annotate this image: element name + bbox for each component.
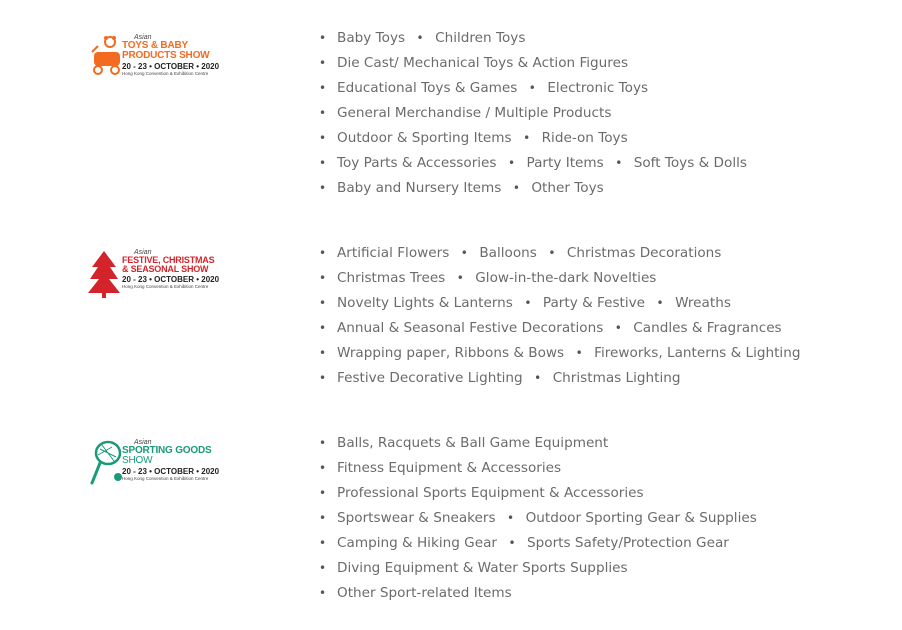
list-item: [319, 531, 757, 556]
category-item: Sports Safety/Protection Gear: [527, 535, 729, 551]
category-item: Children Toys: [435, 30, 526, 46]
bullet: •: [319, 511, 327, 525]
category-item: Baby and Nursery Items: [337, 180, 502, 196]
bullet-separator: •: [528, 81, 536, 95]
category-item: Professional Sports Equipment & Accessories: [337, 485, 644, 501]
list-item: [319, 76, 747, 101]
category-item: Soft Toys & Dolls: [633, 155, 747, 171]
logo-name-line1: TOYS & BABY: [122, 40, 188, 51]
logo-asian: Asian: [134, 34, 152, 41]
logo-asian: Asian: [134, 439, 152, 446]
category-item: Balls, Racquets & Ball Game Equipment: [337, 435, 609, 451]
category-item: Christmas Decorations: [566, 245, 722, 261]
category-item: Outdoor Sporting Gear & Supplies: [525, 510, 757, 526]
category-item: Novelty Lights & Lanterns: [337, 295, 513, 311]
category-item: Christmas Trees: [337, 270, 446, 286]
tennis-racquet-icon: [88, 439, 124, 489]
toys-baby-show-logo[interactable]: [88, 34, 238, 88]
category-item: Christmas Lighting: [552, 370, 681, 386]
category-item: Glow-in-the-dark Novelties: [475, 270, 657, 286]
category-item: Party Items: [526, 155, 604, 171]
category-item: Fireworks, Lanterns & Lighting: [594, 345, 801, 361]
bullet-separator: •: [508, 536, 516, 550]
category-item: Camping & Hiking Gear: [337, 535, 497, 551]
logo-name-line1: SPORTING GOODS: [122, 445, 212, 456]
bullet-separator: •: [416, 31, 424, 45]
bullet: •: [319, 461, 327, 475]
bullet-separator: •: [523, 131, 531, 145]
toys-baby-category-list: [319, 26, 747, 201]
category-item: Educational Toys & Games: [337, 80, 518, 96]
logo-date: 20 - 23 • OCTOBER • 2020: [122, 275, 220, 284]
list-item: [319, 316, 800, 341]
bullet: •: [319, 271, 327, 285]
category-item: Other Toys: [531, 180, 604, 196]
list-item: [319, 456, 757, 481]
list-item: [319, 151, 747, 176]
category-item: Fitness Equipment & Accessories: [337, 460, 562, 476]
logo-date: 20 - 23 • OCTOBER • 2020: [122, 467, 220, 476]
category-item: Sportswear & Sneakers: [337, 510, 496, 526]
bullet: •: [319, 321, 327, 335]
list-item: [319, 366, 800, 391]
category-item: Wrapping paper, Ribbons & Bows: [337, 345, 565, 361]
bullet: •: [319, 81, 327, 95]
bullet: •: [319, 31, 327, 45]
list-item: [319, 241, 800, 266]
bullet: •: [319, 181, 327, 195]
bullet: •: [319, 106, 327, 120]
bullet-separator: •: [656, 296, 664, 310]
logo-date: 20 - 23 • OCTOBER • 2020: [122, 62, 220, 71]
logo-asian: Asian: [134, 249, 152, 256]
category-item: Other Sport-related Items: [337, 585, 512, 601]
bullet-separator: •: [614, 321, 622, 335]
list-item: [319, 101, 747, 126]
category-item: Party & Festive: [542, 295, 646, 311]
bullet-separator: •: [534, 371, 542, 385]
category-item: Annual & Seasonal Festive Decorations: [337, 320, 604, 336]
toy-bear-stroller-icon: [88, 34, 124, 84]
category-item: Festive Decorative Lighting: [337, 370, 523, 386]
logo-name-line2: & SEASONAL SHOW: [122, 264, 209, 274]
bullet-separator: •: [507, 511, 515, 525]
category-item: Outdoor & Sporting Items: [337, 130, 512, 146]
category-item: Candles & Fragrances: [633, 320, 782, 336]
sporting-goods-show-logo[interactable]: [88, 439, 238, 493]
list-item: [319, 506, 757, 531]
sporting-goods-category-list: [319, 431, 757, 606]
category-item: General Merchandise / Multiple Products: [337, 105, 612, 121]
category-item: Diving Equipment & Water Sports Supplies: [337, 560, 628, 576]
list-item: [319, 176, 747, 201]
bullet-separator: •: [575, 346, 583, 360]
bullet: •: [319, 536, 327, 550]
bullet: •: [319, 131, 327, 145]
list-item: [319, 291, 800, 316]
category-item: Artificial Flowers: [337, 245, 450, 261]
bullet: •: [319, 371, 327, 385]
bullet: •: [319, 586, 327, 600]
bullet: •: [319, 296, 327, 310]
bullet: •: [319, 346, 327, 360]
bullet-separator: •: [548, 246, 556, 260]
bullet: •: [319, 486, 327, 500]
logo-venue: Hong Kong Convention & Exhibition Centre: [122, 284, 209, 289]
bullet-separator: •: [512, 181, 520, 195]
bullet-separator: •: [615, 156, 623, 170]
bullet-separator: •: [456, 271, 464, 285]
logo-venue: Hong Kong Convention & Exhibition Centre: [122, 476, 209, 481]
list-item: [319, 51, 747, 76]
christmas-tree-icon: [88, 249, 120, 299]
bullet: •: [319, 56, 327, 70]
list-item: [319, 126, 747, 151]
category-item: Baby Toys: [337, 30, 406, 46]
category-item: Die Cast/ Mechanical Toys & Action Figures: [337, 55, 629, 71]
list-item: [319, 481, 757, 506]
category-item: Ride-on Toys: [541, 130, 628, 146]
bullet-separator: •: [460, 246, 468, 260]
bullet-separator: •: [524, 296, 532, 310]
logo-name-line1: FESTIVE, CHRISTMAS: [122, 255, 215, 265]
bullet-separator: •: [507, 156, 516, 170]
logo-name-line2: PRODUCTS SHOW: [122, 50, 210, 61]
category-item: Balloons: [479, 245, 537, 261]
logo-name-line2: SHOW: [122, 455, 153, 466]
list-item: [319, 431, 757, 456]
list-item: [319, 581, 757, 606]
category-item: Toy Parts & Accessories: [337, 155, 497, 171]
festive-category-list: [319, 241, 800, 391]
bullet: •: [319, 246, 327, 260]
list-item: [319, 341, 800, 366]
category-item: Electronic Toys: [547, 80, 649, 96]
list-item: [319, 26, 747, 51]
bullet: •: [319, 436, 327, 450]
category-item: Wreaths: [675, 295, 731, 311]
list-item: [319, 556, 757, 581]
festive-show-logo[interactable]: [88, 249, 238, 303]
bullet: •: [319, 561, 327, 575]
list-item: [319, 266, 800, 291]
bullet: •: [319, 156, 327, 170]
logo-venue: Hong Kong Convention & Exhibition Centre: [122, 71, 209, 76]
